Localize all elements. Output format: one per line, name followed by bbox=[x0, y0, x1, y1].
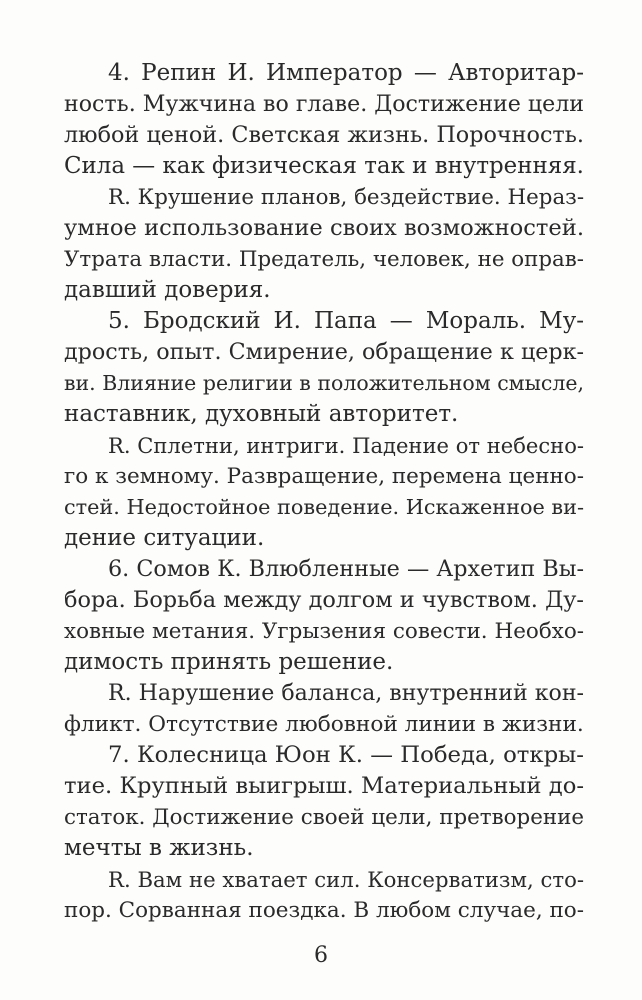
text-line: 4. Репин И. Император — Авторитар- bbox=[108, 60, 584, 86]
text-line: мечты в жизнь. bbox=[64, 835, 254, 861]
page-number: 6 bbox=[314, 943, 328, 968]
text-line: любой ценой. Светская жизнь. Порочность. bbox=[64, 122, 584, 148]
text-line: стей. Недостойное поведение. Искаженное ви- bbox=[64, 495, 584, 519]
text-line: пор. Сорванная поездка. В любом случае, по- bbox=[64, 898, 584, 923]
text-line: давший доверия. bbox=[64, 277, 271, 303]
text-line: R. Крушение планов, бездействие. Нераз- bbox=[108, 185, 585, 210]
text-line: дрость, опыт. Смирение, обращение к церк- bbox=[64, 339, 584, 365]
page-body-text bbox=[64, 58, 584, 926]
text-line: Утрата власти. Предатель, человек, не оправ- bbox=[64, 247, 584, 272]
text-line: 7. Колесница Юон К. — Победа, откры- bbox=[108, 742, 584, 768]
text-line: фликт. Отсутствие любовной линии в жизни. bbox=[64, 712, 584, 737]
text-line: бора. Борьба между долгом и чувством. Ду- bbox=[64, 587, 584, 613]
text-line: ви. Влияние религии в положительном смысле, bbox=[64, 371, 584, 395]
text-line: димость принять решение. bbox=[64, 649, 394, 675]
text-line: 6. Сомов К. Влюбленные — Архетип Вы- bbox=[108, 556, 584, 582]
text-line: ховные метания. Угрызения совести. Необхо- bbox=[64, 619, 584, 644]
text-line: R. Нарушение баланса, внутренний кон- bbox=[108, 681, 584, 706]
text-line: R. Сплетни, интриги. Падение от небесно- bbox=[108, 433, 584, 458]
text-line: R. Вам не хватает сил. Консерватизм, сто- bbox=[108, 867, 584, 892]
text-line: наставник, духовный авторитет. bbox=[64, 401, 459, 427]
text-line: го к земному. Развращение, перемена ценно- bbox=[64, 464, 584, 489]
text-line: тие. Крупный выигрыш. Материальный до- bbox=[64, 773, 584, 799]
text-line: статок. Достижение своей цели, претворение bbox=[64, 805, 584, 830]
text-line: ность. Мужчина во главе. Достижение цели bbox=[64, 91, 584, 117]
text-line: 5. Бродский И. Папа — Мораль. Му- bbox=[108, 308, 584, 334]
text-line: дение ситуации. bbox=[64, 525, 265, 551]
text-line: Сила — как физическая так и внутренняя. bbox=[64, 153, 584, 179]
text-line: умное использование своих возможностей. bbox=[64, 215, 584, 241]
